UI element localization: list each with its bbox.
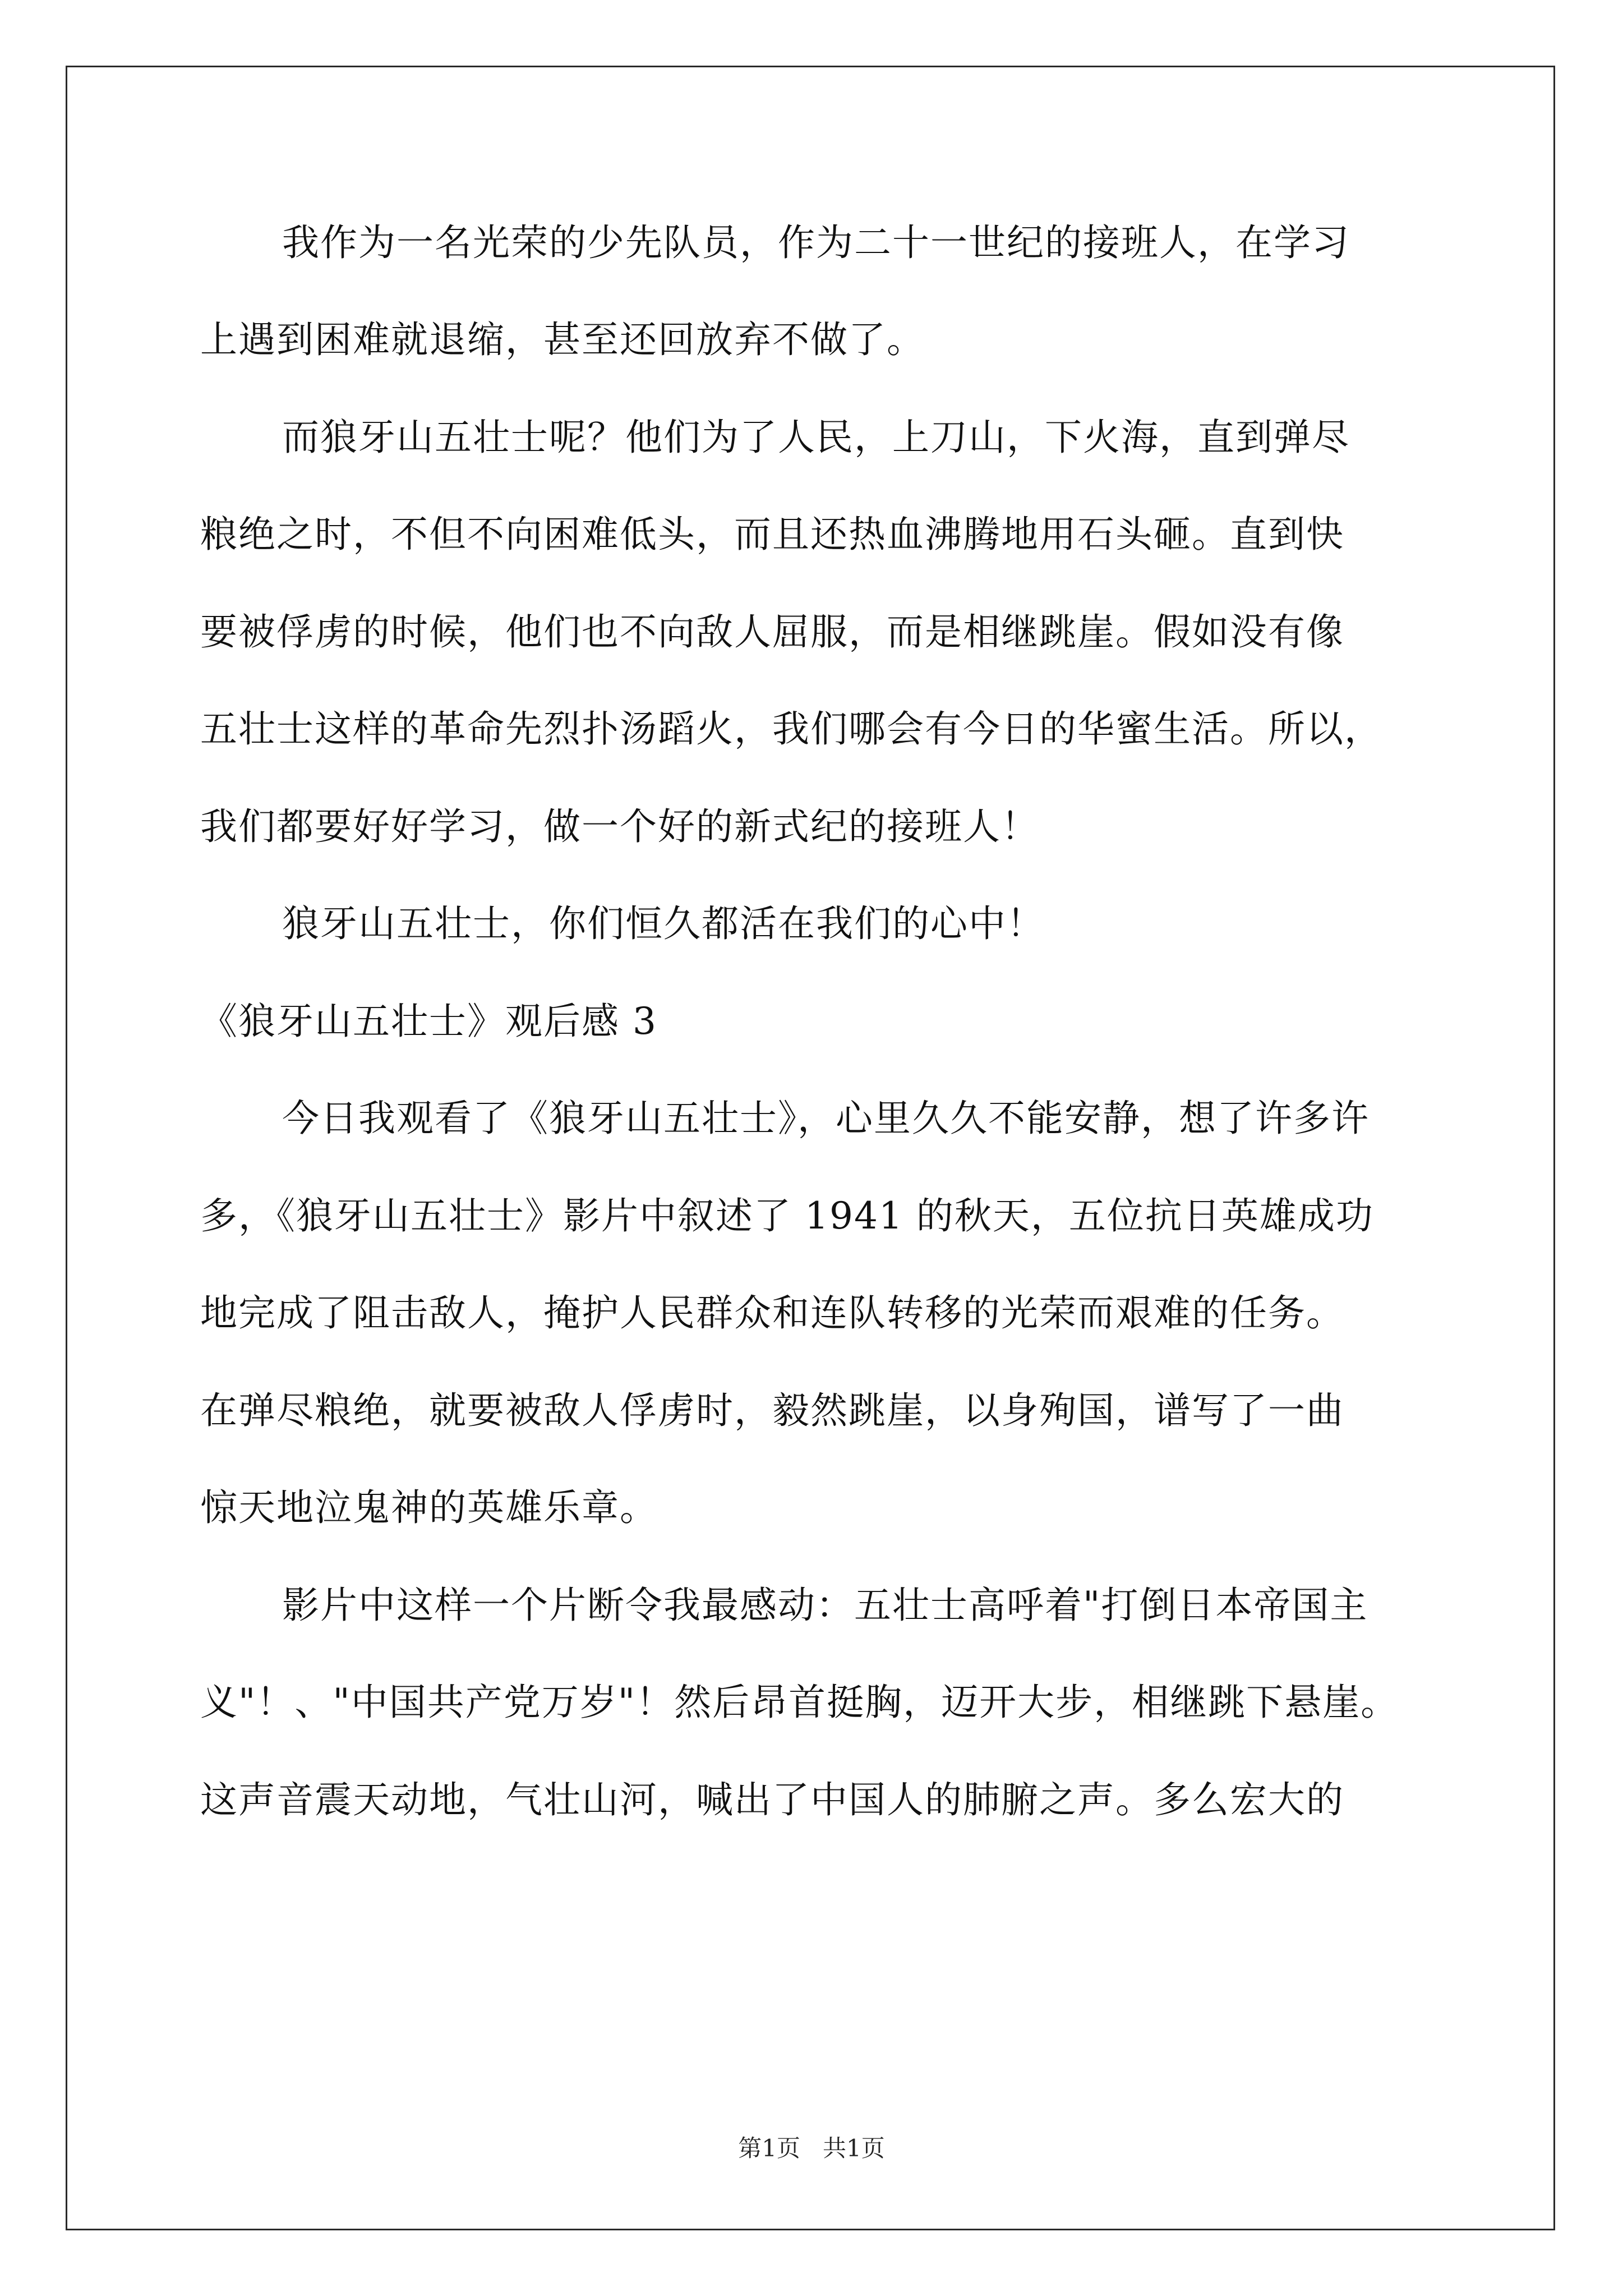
page-number-current: 第1页 xyxy=(738,2134,800,2162)
page-footer xyxy=(0,2132,1623,2165)
paragraph-line: 我作为一名光荣的少先队员，作为二十一世纪的接班人，在学习 xyxy=(282,221,1350,264)
section-heading: 《狼牙山五壮士》观后感 3 xyxy=(200,1000,657,1043)
paragraph-line: 要被俘虏的时候，他们也不向敌人屈服，而是相继跳崖。假如没有像 xyxy=(200,610,1344,654)
paragraph-line: 今日我观看了《狼牙山五壮士》，心里久久不能安静，想了许多许 xyxy=(282,1097,1370,1140)
paragraph-line: 这声音震天动地，气壮山河，喊出了中国人的肺腑之声。多么宏大的 xyxy=(200,1778,1344,1821)
paragraph-line: 地完成了阻击敌人，掩护人民群众和连队转移的光荣而艰难的任务。 xyxy=(200,1291,1344,1335)
page-border xyxy=(66,66,1555,2230)
page-number-total: 共1页 xyxy=(823,2134,885,2162)
paragraph-line: 义"！、"中国共产党万岁"！然后昂首挺胸，迈开大步，相继跳下悬崖。 xyxy=(200,1681,1399,1724)
paragraph-line: 惊天地泣鬼神的英雄乐章。 xyxy=(200,1486,658,1529)
paragraph-line: 影片中这样一个片断令我最感动：五壮士高呼着"打倒日本帝国主 xyxy=(282,1584,1368,1627)
paragraph-line: 在弹尽粮绝，就要被敌人俘虏时，毅然跳崖，以身殉国，谱写了一曲 xyxy=(200,1389,1344,1432)
paragraph-line: 狼牙山五壮士，你们恒久都活在我们的心中！ xyxy=(282,902,1045,945)
paragraph-line: 五壮士这样的革命先烈扑汤蹈火，我们哪会有今日的华蜜生活。所以， xyxy=(200,707,1382,751)
paragraph-line: 而狼牙山五壮士呢？他们为了人民，上刀山，下火海，直到弹尽 xyxy=(282,416,1350,459)
paragraph-line: 我们都要好好学习，做一个好的新式纪的接班人！ xyxy=(200,805,1039,848)
paragraph-line: 粮绝之时，不但不向困难低头，而且还热血沸腾地用石头砸。直到快 xyxy=(200,513,1344,556)
paragraph-line: 多，《狼牙山五壮士》影片中叙述了 1941 的秋天，五位抗日英雄成功 xyxy=(200,1194,1374,1237)
paragraph-line: 上遇到困难就退缩，甚至还回放弃不做了。 xyxy=(200,318,925,361)
